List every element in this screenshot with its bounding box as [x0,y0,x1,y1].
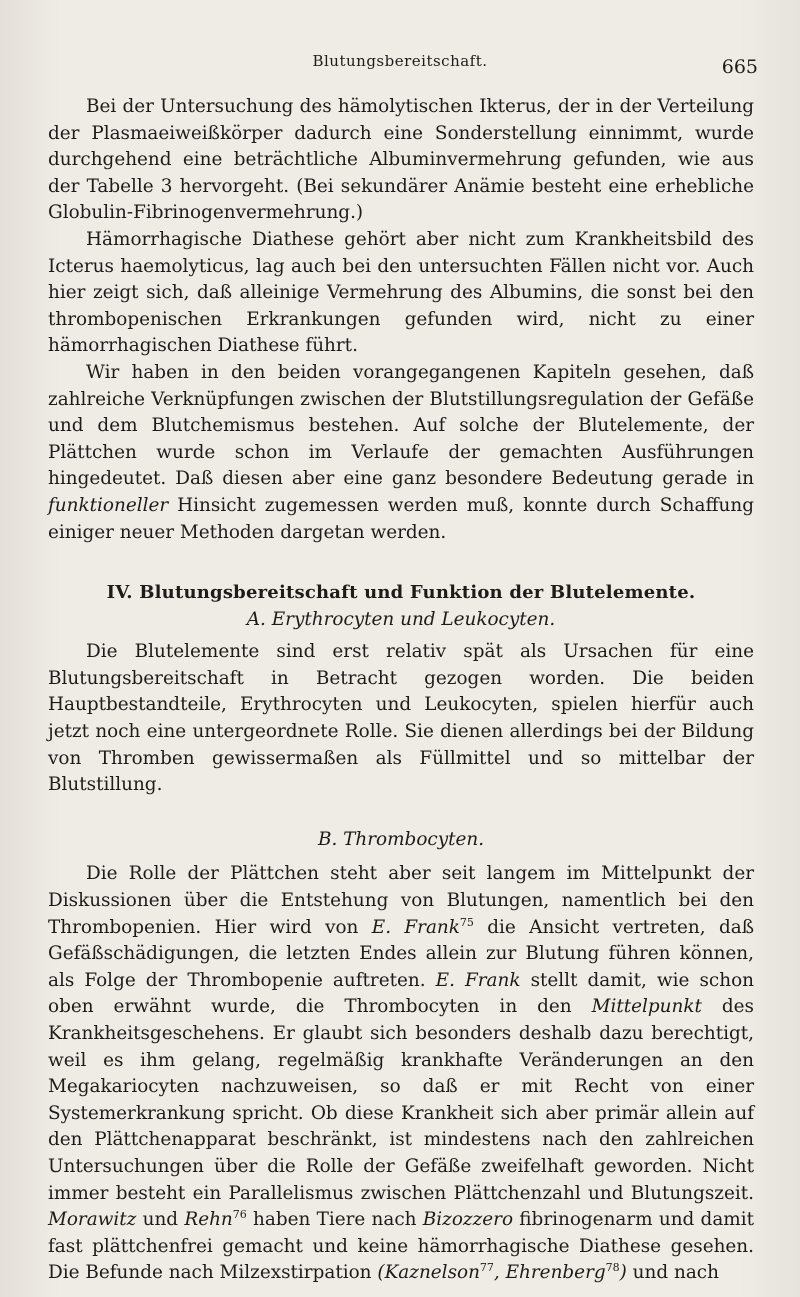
author-name: Rehn [184,1209,233,1231]
footnote-ref: 76 [232,1208,247,1222]
footnote-ref: 75 [459,915,474,929]
paragraph-hemolytic-icterus: Bei der Untersuchung des hämolytischen Ikterus, der in der Verteilung der Plasmaeiweißkörper dadurch eine Sonderstellung einnimmt, wurde durchgehend eine beträchtliche Albuminvermehrung gefunden, wie aus der Tabelle 3 hervorgeht. (Bei sekundärer Anämie besteht eine erhebliche Globulin-Fibrinogenvermehrung.) [48,96,754,224]
author-name: Bizozzero [422,1209,514,1231]
author-name: Kaznelson [384,1262,480,1284]
running-head: Blutungsbereitschaft. [312,52,488,70]
paragraph-thrombocytes: Die Rolle der Plättchen steht aber seit langem im Mittelpunkt der Diskussionen über die Entstehung von Blutungen, namentlich bei den Thrombopenien. Hier wird von E. Frank$^{75}$ die Ansicht vertreten, daß Gefäßschädigungen, die letzten Endes allein zur Blutung führen können, als Folge der Thrombopenie auftreten. E. Frank stellt damit, wie schon oben erwähnt wurde, die Thrombocyten in den Mittelpunkt des Krankheitsgeschehens. Er glaubt sich besonders deshalb dazu berechtigt, weil es ihm gelang, regelmäßig krankhafte Veränderungen an den Megakariocyten nachzuweisen, so daß er mit Recht von einer Systemerkrankung spricht. Ob diese Krankheit sich aber primär allein auf den Plättchenapparat beschränkt, ist mindestens nach den zahlreichen Untersuchungen über die Rolle der Gefäße zweifelhaft geworden. Nicht immer besteht ein Parallelismus zwischen Plättchenzahl und Blutungszeit. Morawitz und Rehn$^{76}$ haben Tiere nach Bizozzero fibrinogenarm und damit fast plättchenfrei gemacht und keine hämorrhagische Diathese gesehen. Die Befunde nach Milzexstirpation (Kaznelson$^{77}$, Ehrenberg$^{78}$) und nach [48,863,755,1284]
author-name: E. Frank [435,969,521,991]
emphasis-mittelpunkt: Mittelpunkt [591,996,702,1018]
paragraph-blood-elements-intro: Wir haben in den beiden vorangegangenen Kapiteln gesehen, daß zahlreiche Verknüpfungen zwischen der Blutstillungsregulation der Gefäße und dem Blutchemismus bestehen. Auf solche der Blutelemente, der Plättchen wurde schon im Verlaufe der gemachten Ausführungen hingedeutet. Daß diesen aber eine ganz besondere Bedeutung gerade in funktioneller Hinsicht zugemessen werden muß, konnte durch Schaffung einiger neuer Methoden dargetan werden. [48,361,754,543]
body-text [48,94,754,1287]
page-number: 665 [721,56,758,78]
author-name: Morawitz [48,1209,137,1231]
subheading-a: A. Erythrocyten und Leukocyten. [246,608,556,630]
section-heading-iv: IV. Blutungsbereitschaft und Funktion der Blutelemente. [106,582,696,604]
footnote-ref: 77 [479,1261,494,1275]
author-name: E. Frank [371,916,460,938]
emphasis-funktioneller: funktioneller [48,494,169,516]
footnote-ref: 78 [605,1261,620,1275]
paragraph-erythrocytes-leukocytes: Die Blutelemente sind erst relativ spät als Ursachen für eine Blutungsbereitschaft in Betracht gezogen worden. Die beiden Hauptbestandteile, Erythrocyten und Leukocyten, spielen hierfür auch jetzt noch eine untergeordnete Rolle. Sie dienen allerdings bei der Bildung von Thromben gewissermaßen als Füllmittel und so mittelbar der Blutstillung. [48,641,754,796]
page-header [0,52,800,82]
subheading-b: B. Thrombocyten. [317,828,485,850]
author-name: Ehrenberg [505,1262,606,1284]
paragraph-hemorrhagic-diathesis: Hämorrhagische Diathese gehört aber nicht zum Krankheitsbild des Icterus haemolyticus, lag auch bei den untersuchten Fällen nicht vor. Auch hier zeigt sich, daß alleinige Vermehrung des Albumins, die sonst bei den thrombopenischen Erkrankungen gefunden wird, nicht zu einer hämorrhagischen Diathese führt. [48,228,754,357]
